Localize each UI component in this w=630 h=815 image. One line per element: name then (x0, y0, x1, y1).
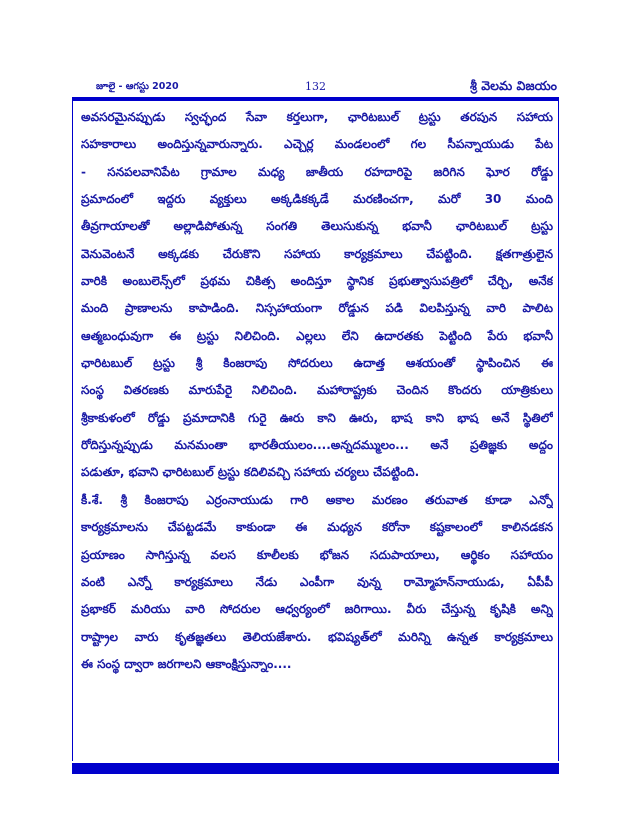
page-number: 132 (305, 80, 326, 93)
text-line: రోదిస్తున్నప్పుడు మనమంతా భారతీయులం....అన్నదమ్ములం... అనే ప్రతిజ్ఞకు అద్దం (81, 438, 553, 453)
text-line: కార్యక్రమాలను చేపట్టడమే కాకుండా ఈ మధ్యన కరోనా కష్టకాలంలో కాలినడకన (81, 520, 553, 535)
text-line: అవసరమైనప్పుడు స్వచ్ఛంద సేవా కర్తలుగా, ఛారిటబుల్ ట్రస్టు తరపున సహాయ (81, 110, 553, 124)
text-line: ఆత్మబంధువుగా ఈ ట్రస్టు నిలిచింది. ఎల్లలు లేని ఉదారతకు పెట్టింది పేరు భవానీ (81, 328, 553, 343)
magazine-title: శ్రీ వెలమ విజయం (470, 78, 557, 93)
text-line: వంటి ఎన్నో కార్యక్రమాలు నేడు ఎంపీగా వున్న రామ్మోహన్‌నాయుడు, ఏపీపీ (81, 574, 553, 589)
text-line: వెనువెంటనే అక్కడకు చేరుకొని సహాయ కార్యక్రమాలు చేపట్టింది. క్షతగాత్రులైన (81, 246, 553, 261)
text-line: వారికి అంబులెన్స్‌లో ప్రథమ చికిత్స అందిస్తూ స్థానిక ప్రభుత్వాసుపత్రిలో చేర్చి, అనేక (81, 274, 553, 289)
article-body (81, 104, 553, 678)
text-line: సంస్థ వితరణకు మారుపేరై నిలిచింది. మహారాష్ట్రకు చెందిన కొందరు యాత్రికులు (81, 383, 553, 398)
text-line: తీవ్రగాయాలతో అల్లాడిపోతున్న సంగతి తెలుసుకున్న భవానీ ఛారిటబుల్ ట్రస్టు (81, 219, 553, 234)
text-line: కీ.శే. శ్రీ కింజరాపు ఎర్రంనాయుడు గారి అకాల మరణం తరువాత కూడా ఎన్నో (81, 492, 553, 507)
text-line: - సనపలవానిపేట గ్రామాల మధ్య జాతీయ రహదారిపై జరిగిన ఘోర రోడ్డు (81, 164, 553, 179)
text-line: మంది ప్రాణాలను కాపాడింది. నిస్సహాయంగా రోడ్డున పడి విలపిస్తున్న వారి పాలిట (81, 301, 553, 316)
text-line: పడుతూ, భవాని ఛారిటబుల్ ట్రస్టు కదిలివచ్చి సహాయ చర్యలు చేపట్టింది. (81, 465, 420, 480)
text-line: ప్రభాకర్ మరియు వారి సోదరుల ఆధ్వర్యంలో జరిగాయి. వీరు చేస్తున్న కృషికి అన్ని (81, 602, 553, 617)
text-line: శ్రీకాకుళంలో రోడ్డు ప్రమాదానికి గురై ఊరు కాని ఊరు, భాష కాని భాష అనే స్థితిలో (81, 410, 553, 425)
issue-date: జూలై - ఆగస్టు 2020 (96, 81, 179, 92)
text-line: సహకారాలు అందిస్తున్నవారున్నారు. ఎచ్చెర్ల మండలంలో గల సీపన్నాయుడు పేట (81, 137, 553, 152)
text-line: ఛారిటబుల్ ట్రస్టు శ్రీ కింజరాపు సోదరులు ఉదాత్త ఆశయంతో స్థాపించిన ఈ (81, 356, 553, 371)
text-line: రాష్ట్రాల వారు కృతజ్ఞతలు తెలియజేశారు. భవిష్యత్‌లో మరిన్ని ఉన్నత కార్యక్రమాలు (81, 629, 553, 644)
footer-rule (72, 763, 559, 774)
page-header (72, 80, 559, 96)
text-line: ఈ సంస్థ ద్వారా జరగాలని ఆకాంక్షిస్తున్నాం.... (81, 656, 292, 671)
text-line: ప్రమాదంలో ఇద్దరు వ్యక్తులు అక్కడికక్కడే మరణించగా, మరో 30 మంది (81, 192, 553, 207)
text-line: ప్రయాణం సాగిస్తున్న వలస కూలీలకు భోజన సదుపాయాలు, ఆర్థికం సహాయం (81, 547, 553, 562)
